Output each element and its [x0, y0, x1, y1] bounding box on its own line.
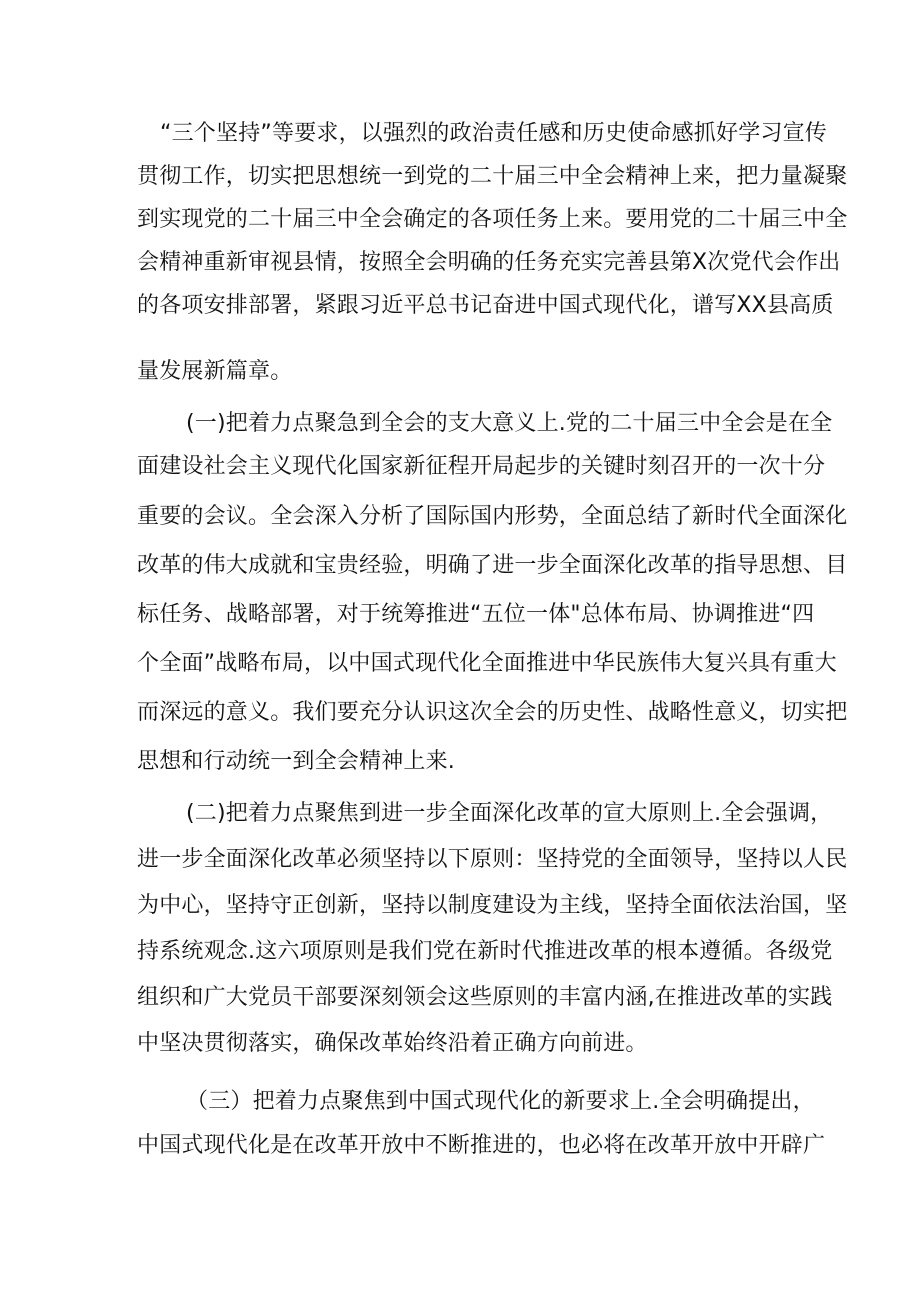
- text-line: 标任务、战略部署，对于统筹推进“五位一体"总体布局、协调推进“四: [137, 602, 815, 627]
- text-line: 到实现党的二十届三中全会确定的各项任务上来。要用党的二十届三中全: [137, 207, 848, 232]
- text-line: 面建设社会主义现代化国家新征程开局起步的关键时刻召开的一次十分: [137, 454, 826, 479]
- text-line: (二)把着力点聚焦到进一步全面深化改革的宣大原则上.全会强调，: [186, 801, 833, 826]
- text-line: “三个坚持”等要求，以强烈的政治责任感和历史使命感抓好学习宣传: [160, 121, 827, 146]
- text-line: 个全面”战略布局，以中国式现代化全面推进中华民族伟大复兴具有重大: [137, 651, 837, 676]
- text-line: (一)把着力点聚急到全会的支大意义上.党的二十届三中全会是在全: [186, 411, 833, 436]
- text-line: 为中心，坚持守正创新，坚持以制度建设为主线，坚持全面依法治国，坚: [137, 893, 848, 918]
- text-line: 持系统观念.这六项原则是我们党在新时代推进改革的根本遵循。各级党: [137, 939, 833, 964]
- text-line: 进一步全面深化改革必须坚持以下原则：坚持党的全面领导，坚持以人民: [137, 847, 848, 872]
- text-line: 会精神重新审视县情，按照全会明确的任务充实完善县第X次党代会作出: [137, 250, 841, 275]
- text-line: （三）把着力点聚焦到中国式现代化的新要求上.全会明确提出，: [186, 1089, 815, 1114]
- text-line: 中坚决贯彻落实，确保改革始终沿着正确方向前进。: [137, 1031, 648, 1056]
- text-line: 改革的伟大成就和宝贵经验，明确了进一步全面深化改革的指导思想、目: [137, 553, 848, 578]
- text-line: 而深远的意义。我们要充分认识这次全会的历史性、战略性意义，切实把: [137, 700, 848, 725]
- text-line: 的各项安排部署，紧跟习近平总书记奋进中国式现代化，谱写XX县高质: [137, 293, 834, 318]
- text-line: 中国式现代化是在改革开放中不断推进的，也必将在改革开放中开辟广: [137, 1133, 826, 1158]
- text-line: 重要的会议。全会深入分析了国际国内形势，全面总结了新时代全面深化: [137, 504, 848, 529]
- text-line: 贯彻工作，切实把思想统一到党的二十届三中全会精神上来，把力量凝聚: [137, 164, 848, 189]
- text-line: 思想和行动统一到全会精神上来.: [137, 749, 455, 774]
- text-line: 组织和广大党员干部要深刻领会这些原则的丰富内涵,在推进改革的实践: [137, 985, 833, 1010]
- text-line: 量发展新篇章。: [137, 359, 293, 384]
